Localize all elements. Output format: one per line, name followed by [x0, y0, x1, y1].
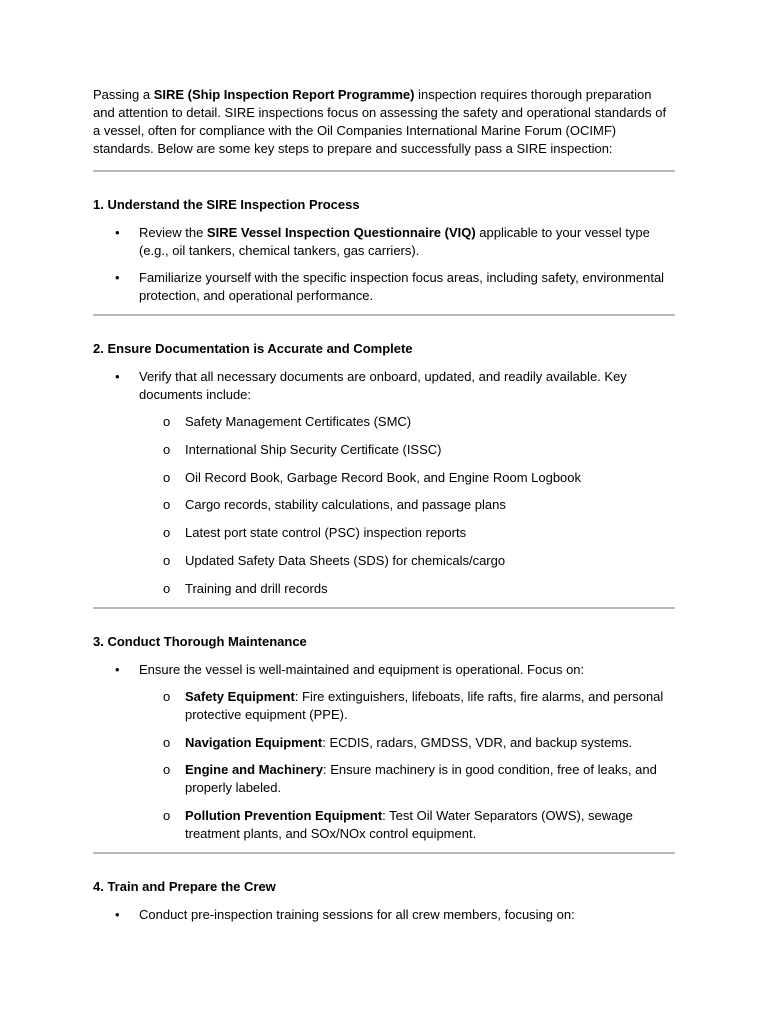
section-divider — [93, 607, 675, 609]
sub-list-item: o Training and drill records — [93, 580, 675, 598]
sub-item-text: : Ensure machinery is in good condition, free of leaks, and properly labeled. — [185, 762, 657, 796]
sub-item-bold-term: Safety Equipment — [185, 688, 295, 704]
list-item — [93, 269, 675, 305]
sub-list-item — [93, 734, 675, 752]
section-heading: 3. Conduct Thorough Maintenance — [93, 633, 307, 649]
sub-list — [139, 413, 675, 598]
intro-paragraph — [93, 86, 675, 158]
bullet-text: Ensure the vessel is well-maintained and equipment is operational. Focus on: — [139, 661, 585, 677]
sub-list-item: o Updated Safety Data Sheets (SDS) for chemicals/cargo — [93, 552, 675, 570]
sub-item-bold-term: Navigation Equipment — [185, 734, 323, 750]
bullet-text: Verify that all necessary documents are onboard, updated, and readily available. Key documents include: — [139, 369, 627, 402]
sub-list-item: o Safety Management Certificates (SMC) — [93, 413, 675, 431]
section-1 — [93, 196, 675, 305]
section-divider — [93, 852, 675, 854]
sub-list-item: o Oil Record Book, Garbage Record Book, and Engine Room Logbook — [93, 469, 675, 487]
bullet-list — [93, 661, 675, 843]
intro-text-start: Passing a — [93, 87, 154, 102]
section-3 — [93, 633, 675, 843]
sub-item-bold-term: Pollution Prevention Equipment — [185, 808, 383, 824]
bullet-list — [93, 368, 675, 598]
sub-list-item: o International Ship Security Certificate (ISSC) — [93, 441, 675, 459]
section-divider — [93, 170, 675, 172]
list-item — [93, 224, 675, 260]
section-4 — [93, 878, 675, 924]
bullet-text: Familiarize yourself with the specific inspection focus areas, including safety, environmental protection, and operational performance. — [139, 270, 665, 303]
list-item — [93, 661, 675, 843]
sub-list-item — [93, 688, 675, 724]
bullet-text-start: Review the — [139, 225, 207, 240]
sub-item-text: : ECDIS, radars, GMDSS, VDR, and backup systems. — [322, 734, 633, 750]
sub-list-item — [93, 807, 675, 843]
bullet-bold-term: SIRE Vessel Inspection Questionnaire (VIQ) — [206, 225, 476, 240]
sub-list-item: o Cargo records, stability calculations, and passage plans — [93, 496, 675, 514]
sub-item-text: : Test Oil Water Separators (OWS), sewage treatment plants, and SOx/NOx control equipment. — [185, 808, 633, 842]
intro-bold-term: SIRE (Ship Inspection Report Programme) — [153, 87, 415, 102]
section-heading: 1. Understand the SIRE Inspection Process — [93, 197, 360, 212]
bullet-text: Conduct pre-inspection training sessions for all crew members, focusing on: — [139, 907, 575, 923]
bullet-text-end: applicable to your vessel type (e.g., oil tankers, chemical tankers, gas carriers). — [139, 225, 650, 258]
list-item — [93, 368, 675, 598]
intro-text-end: inspection requires thorough preparation and attention to detail. SIRE inspections focus on assessing the safety and operational standards of a vessel, often for compliance with the Oil Companies International Marine Forum (OCIMF) standards. Below are some key steps to prepare and successfully pass a SIRE inspection: — [93, 87, 667, 156]
sub-list — [139, 688, 675, 843]
section-heading: 4. Train and Prepare the Crew — [93, 879, 276, 895]
sub-item-bold-term: Engine and Machinery — [185, 762, 323, 778]
sub-list-item — [93, 761, 675, 797]
section-heading: 2. Ensure Documentation is Accurate and Complete — [93, 341, 413, 356]
sub-list-item: o Latest port state control (PSC) inspection reports — [93, 524, 675, 542]
document-body — [93, 86, 675, 933]
list-item — [93, 906, 675, 924]
section-2 — [93, 340, 675, 598]
bullet-list — [93, 224, 675, 305]
bullet-list — [93, 906, 675, 924]
sub-item-text: : Fire extinguishers, lifeboats, life rafts, fire alarms, and personal protective equipment (PPE). — [185, 688, 664, 722]
section-divider — [93, 314, 675, 316]
